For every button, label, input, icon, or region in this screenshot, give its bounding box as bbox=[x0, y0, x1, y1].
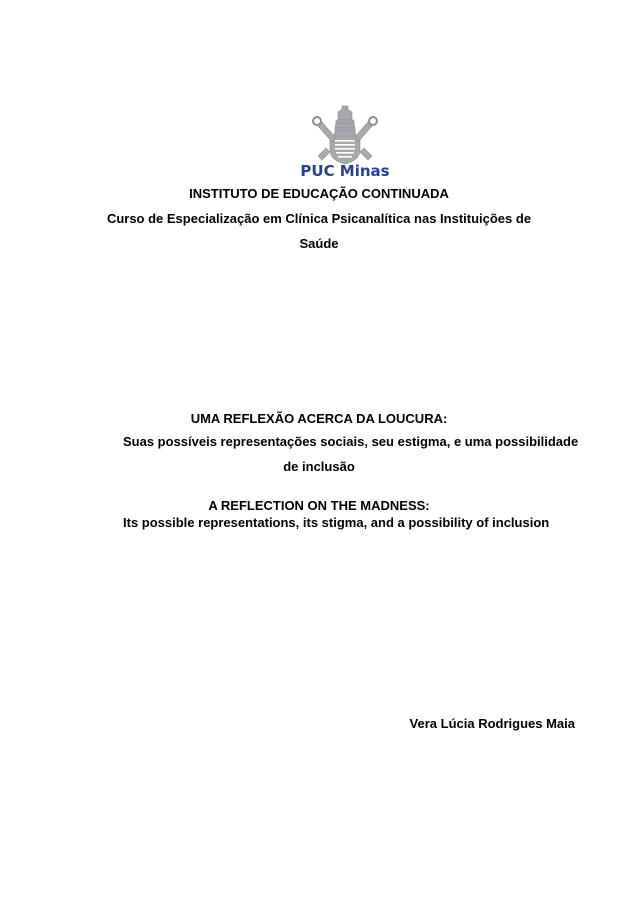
institution-name: INSTITUTO DE EDUCAÇÃO CONTINUADA bbox=[189, 186, 449, 201]
course-name-line1: Curso de Especialização em Clínica Psicanalítica nas Instituições de bbox=[106, 211, 532, 226]
title-en-subtitle: Its possible representations, its stigma, and a possibility of inclusion bbox=[123, 515, 550, 530]
puc-minas-logo bbox=[300, 98, 390, 180]
title-en-main: A REFLECTION ON THE MADNESS: bbox=[208, 498, 430, 513]
course-name-line2: Saúde bbox=[299, 236, 339, 251]
title-pt-subtitle-line2: de inclusão bbox=[283, 459, 355, 474]
author-name: Vera Lúcia Rodrigues Maia bbox=[409, 716, 575, 731]
title-pt-main: UMA REFLEXÃO ACERCA DA LOUCURA: bbox=[190, 411, 448, 426]
puc-minas-emblem-icon bbox=[300, 98, 390, 180]
title-pt-subtitle-line1: Suas possíveis representações sociais, seu estigma, e uma possibilidade bbox=[123, 434, 579, 449]
logo-wordmark: PUC Minas bbox=[300, 162, 390, 180]
